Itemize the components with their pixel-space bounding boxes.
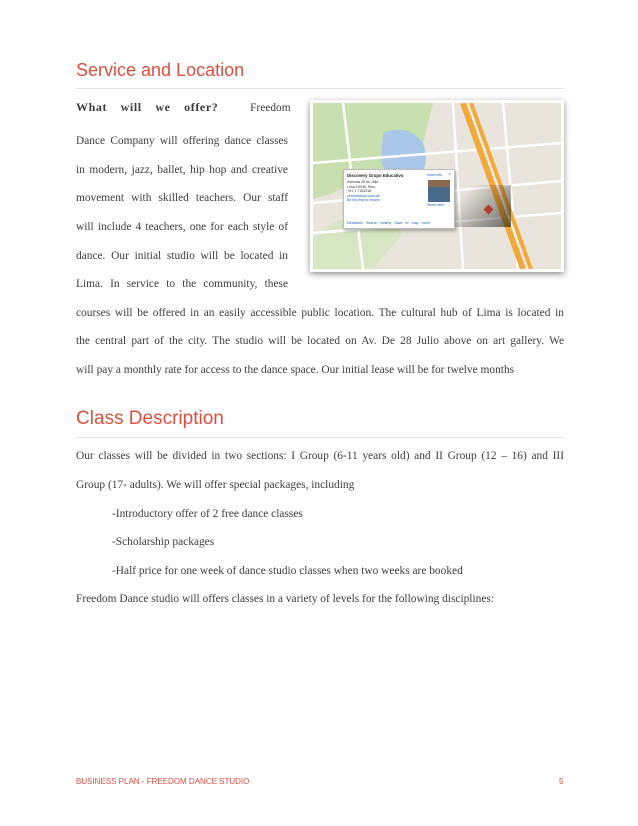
map-shadow-overlay <box>451 185 511 227</box>
paragraph-line: Our classes will be divided in two sections: I Group (6-11 years old) and II Group (12 – 16) and III <box>76 450 564 462</box>
heading-rule <box>76 88 564 89</box>
street-view-thumbnail-lower <box>428 187 450 202</box>
footer-document-title: BUSINESS PLAN - FREEDOM DANCE STUDIO <box>76 777 250 786</box>
popup-close-icon[interactable]: × <box>448 172 451 178</box>
list-item: -Introductory offer of 2 free dance classes <box>112 508 303 520</box>
popup-address-line: Avenida 28 de Julio <box>347 180 379 184</box>
paragraph-first-line <box>76 100 291 115</box>
paragraph-line: Group (17- adults). We will offer special packages, including <box>76 479 355 491</box>
paragraph-line: Lima. In service to the community, these <box>76 278 288 290</box>
popup-address <box>347 180 380 203</box>
section-title-service-location: Service and Location <box>76 60 245 80</box>
heading-rule <box>76 437 564 438</box>
paragraph-line: Freedom Dance studio will offers classes in a variety of levels for the following disciplines: <box>76 593 494 605</box>
paragraph-line: will include 4 teachers, one for each style of <box>76 221 288 233</box>
paragraph-line: movement with skilled teachers. Our staff <box>76 192 288 204</box>
list-item: -Half price for one week of dance studio classes when two weeks are booked <box>112 565 463 577</box>
map-info-popup[interactable] <box>343 169 455 229</box>
popup-title: Discovery Grupo Educativo <box>347 173 404 178</box>
section-title-class-description: Class Description <box>76 408 224 429</box>
location-map-image <box>310 100 564 272</box>
popup-address-line: Lima 15046, Peru <box>347 184 376 189</box>
footer-page-number: 5 <box>559 777 564 786</box>
lead-question: What will we offer? <box>76 100 219 114</box>
paragraph-line: in modern, jazz, ballet, hip hop and creative <box>76 164 288 176</box>
paragraph-line: dance. Our initial studio will be located in <box>76 250 288 262</box>
list-item: -Scholarship packages <box>112 536 215 548</box>
street-view-label[interactable]: Street view <box>427 203 444 207</box>
popup-website-link[interactable]: centrodanza.com.pe <box>347 193 380 198</box>
paragraph-line: Dance Company will offering dance classes <box>76 135 288 147</box>
paragraph-line: courses will be offered in an easily accessible public location. The cultural hub of Lima is located in <box>76 307 564 319</box>
popup-phone: +51 1 7153318 <box>347 189 372 194</box>
popup-review-link[interactable]: Be the first to review <box>347 198 380 203</box>
popup-action-links[interactable]: Directions Search nearby Save to map more <box>347 221 430 225</box>
paragraph-line: will pay a monthly rate for access to the dance space. Our initial lease will be for twelve months <box>76 364 515 376</box>
paragraph-word: Freedom <box>250 102 291 114</box>
paragraph-line: the central part of the city. The studio will be located on Av. De 28 Julio above on art gallery. We <box>76 335 564 347</box>
popup-more-info-link[interactable]: more info <box>427 173 442 177</box>
